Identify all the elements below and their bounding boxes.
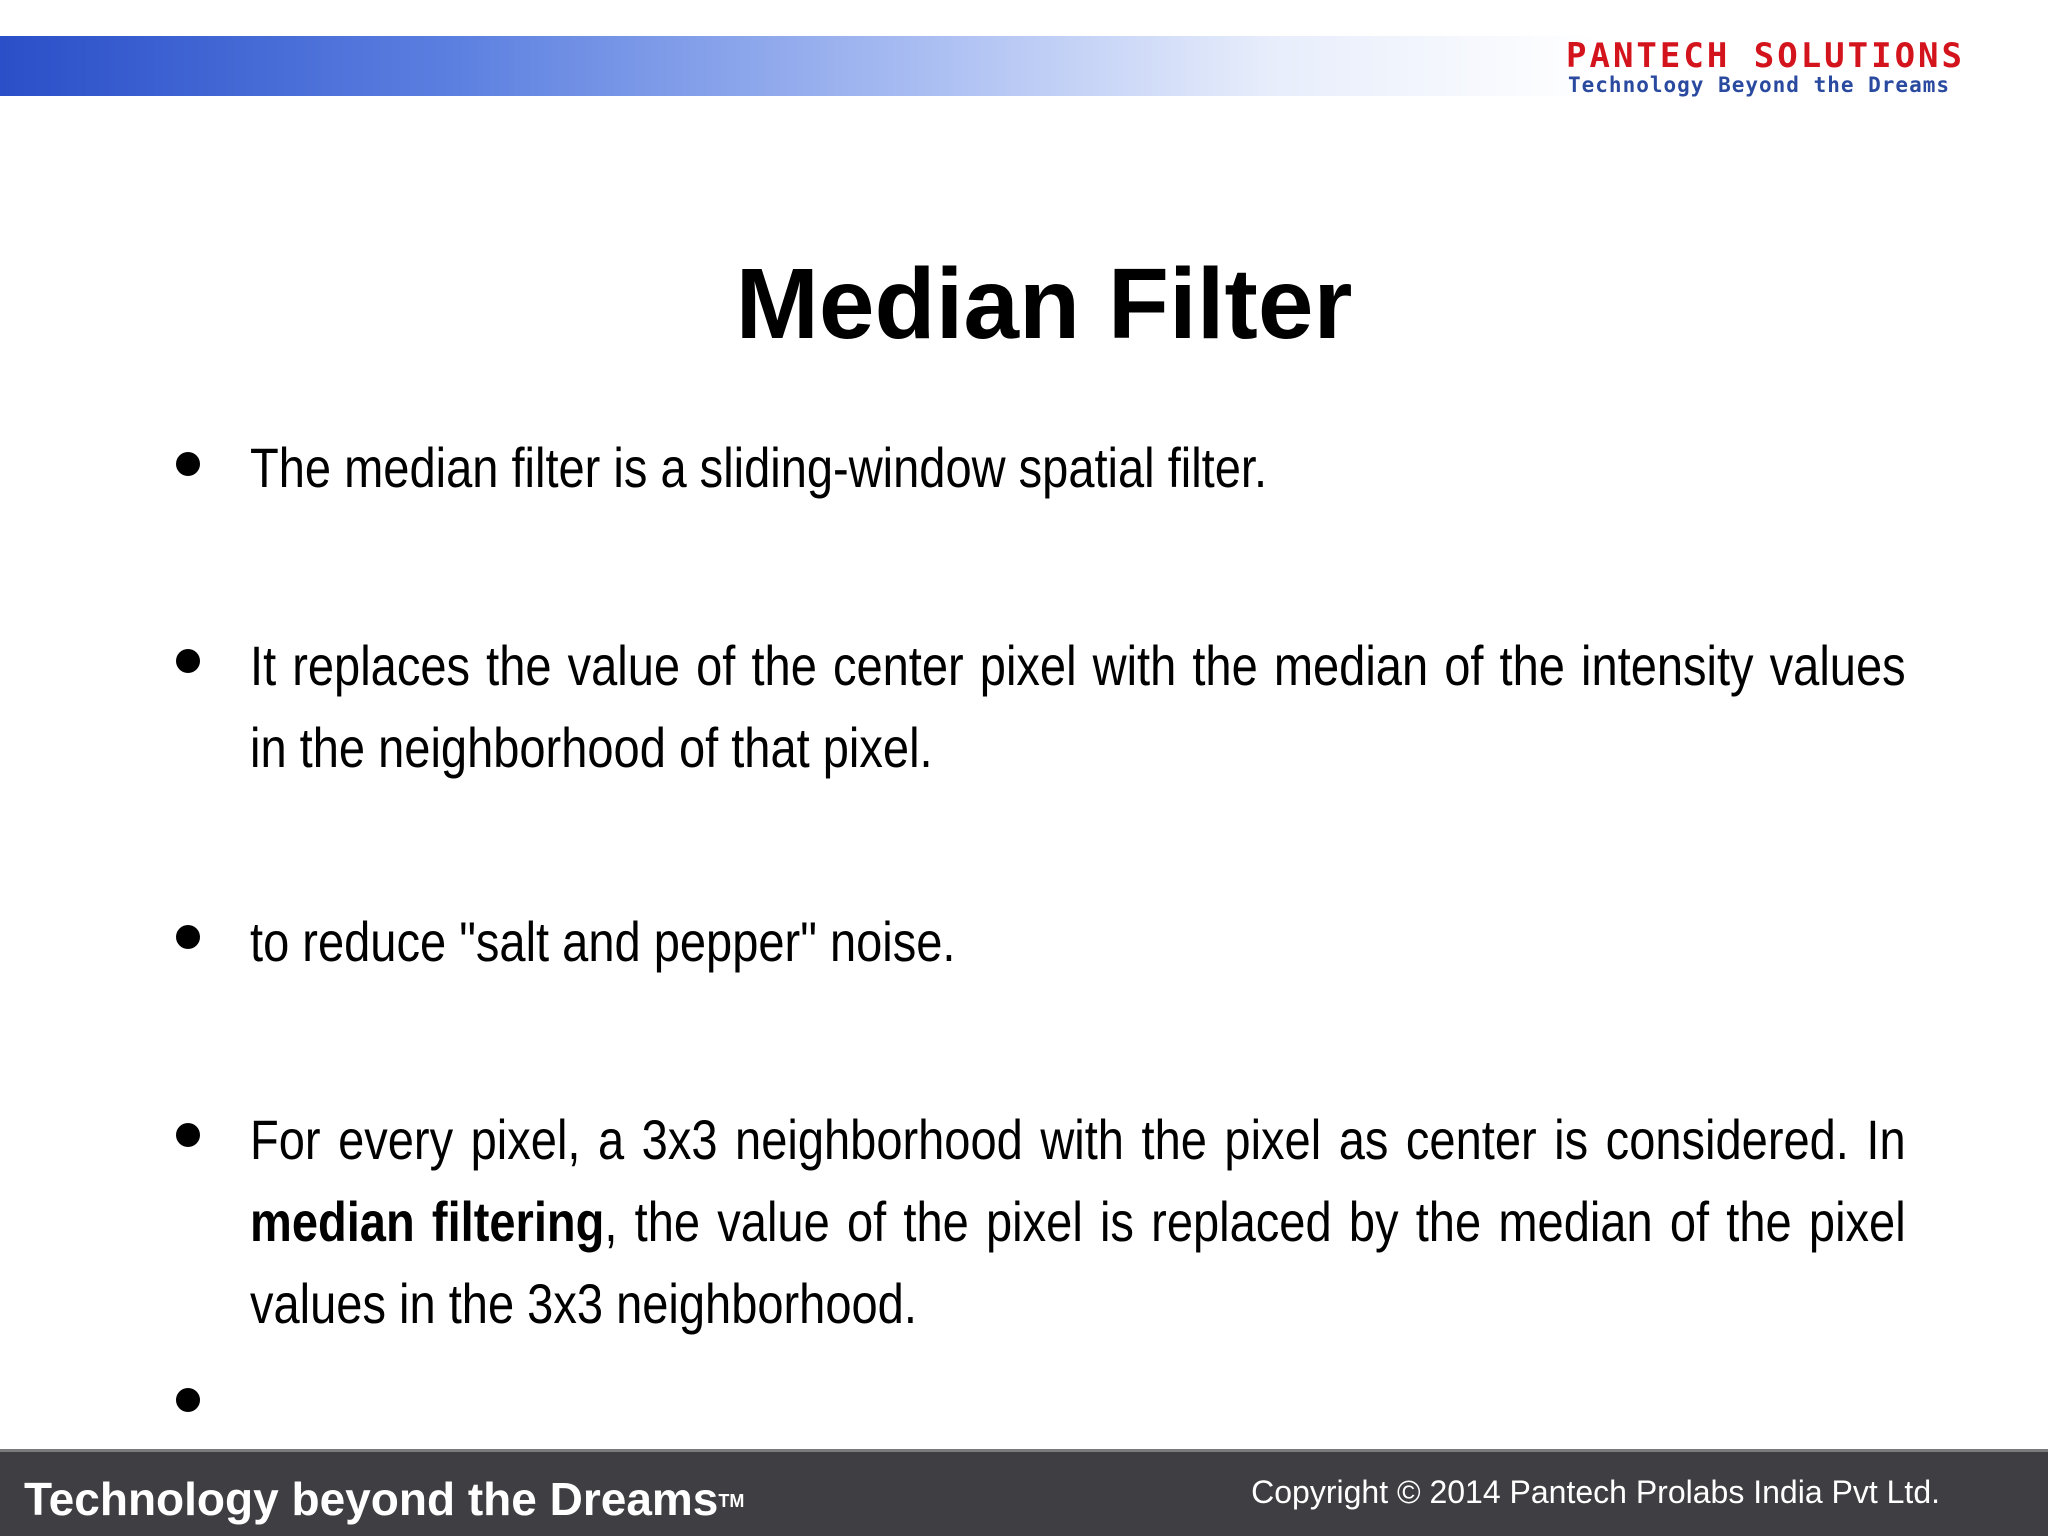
bullet-dot-icon: [176, 925, 200, 949]
copyright-notice: Copyright © 2014 Pantech Prolabs India Pvt Ltd.: [1251, 1474, 1940, 1510]
footer-tagline: [24, 1472, 744, 1526]
bullet-text: The median filter is a sliding-window spatial filter.: [250, 436, 1268, 499]
logo-tagline: Technology Beyond the Dreams: [1568, 73, 1951, 97]
bold-term: median filtering: [250, 1190, 605, 1253]
bullet-dot-icon: [176, 1388, 200, 1412]
bullet-text-part: For every pixel, a 3x3 neighborhood with the pixel as center is considered. In: [250, 1108, 1906, 1171]
bullet-dot-icon: [176, 1123, 200, 1147]
bullet-text: to reduce "salt and pepper" noise.: [250, 910, 956, 973]
bullet-text: It replaces the value of the center pixel with the median of the intensity values in the neighborhood of that pixel.: [250, 634, 1906, 779]
logo-wordmark: PANTECH SOLUTIONS: [1566, 36, 1965, 76]
bullet-text-part: , the value of the pixel is replaced by the median of the pixel values in the 3x3 neighborhood.: [250, 1190, 1906, 1335]
slide-title: Median Filter: [735, 248, 1353, 360]
bullet-dot-icon: [176, 649, 200, 673]
trademark-mark: TM: [718, 1491, 745, 1511]
footer-bar: [0, 1449, 2048, 1536]
bullet-text: [250, 1099, 1906, 1345]
bullet-dot-icon: [176, 452, 200, 476]
footer-tagline-text: Technology beyond the Dreams: [24, 1473, 719, 1525]
